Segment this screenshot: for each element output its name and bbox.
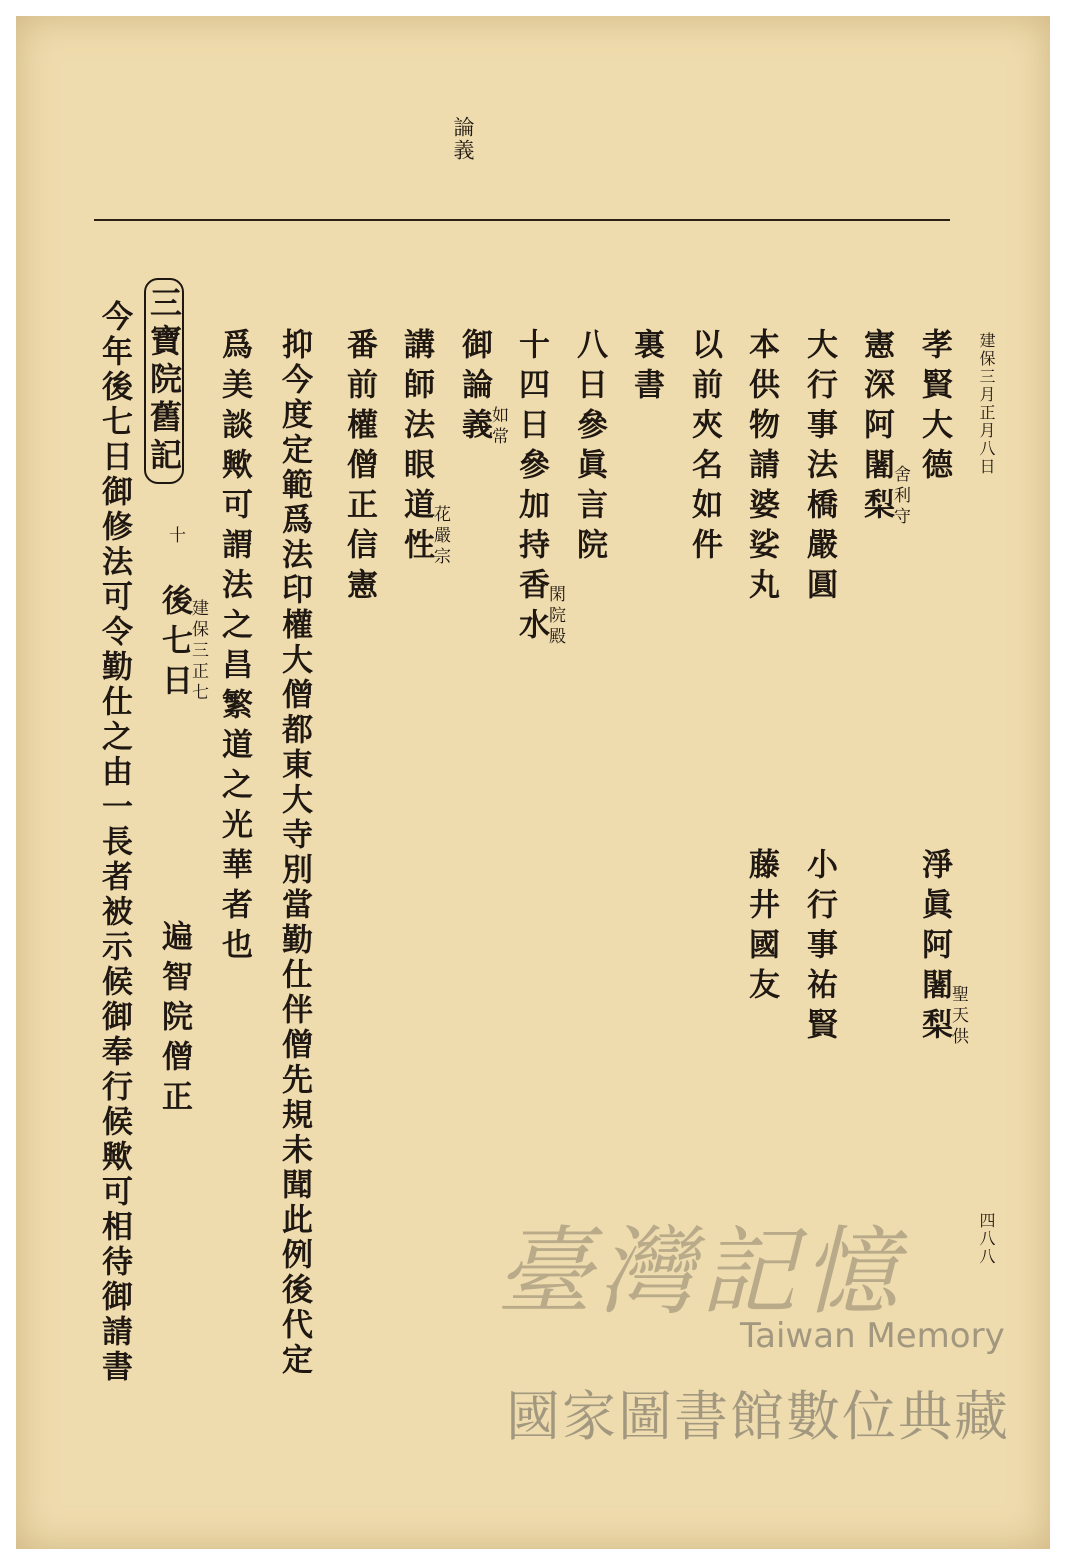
column-1-main: 孝賢大德 — [916, 328, 952, 488]
header-rule — [94, 219, 950, 221]
column-1-right-note: 聖天供 — [948, 985, 968, 1048]
column-15-main: 今年後七日御修法可令勤仕之由一長者被示候御奉行候歟可相待御請書 — [96, 300, 132, 1385]
column-9-note: 如常 — [488, 406, 508, 448]
column-12-main: 抑今度定範爲法印權大僧都東大寺別當勤仕伴僧先規未聞此例後代定 — [276, 328, 312, 1378]
watermark-english: Taiwan Memory — [740, 1316, 1005, 1356]
column-1-right-main: 淨眞阿闍梨 — [916, 848, 952, 1048]
column-2 — [860, 328, 908, 532]
column-5-main: 以前夾名如件 — [686, 328, 722, 568]
column-10-note: 花嚴宗 — [430, 505, 450, 568]
column-10-main: 講師法眼道性 — [398, 328, 434, 568]
column-8 — [515, 328, 563, 652]
column-14-main: 後七日 — [156, 584, 192, 704]
section-title: 論義 — [451, 116, 475, 162]
column-6-main: 裏書 — [628, 328, 664, 408]
column-8-note: 閑院殿 — [545, 585, 565, 648]
source-title: 三寶院舊記 — [144, 278, 184, 484]
page-number: 四八八 — [977, 1212, 996, 1266]
column-1-right — [918, 848, 966, 1052]
column-2-main: 憲深阿闍梨 — [858, 328, 894, 528]
document-page — [16, 16, 1050, 1549]
date-heading: 建保三月正月八日 — [977, 332, 996, 476]
column-8-main: 十四日參加持香水 — [513, 328, 549, 648]
column-10 — [400, 328, 448, 572]
watermark-chinese: 國家圖書館數位典藏 — [506, 1385, 1010, 1448]
column-4-main: 本供物請婆娑丸 — [743, 328, 779, 608]
column-3-right: 藤井國友 — [743, 848, 779, 1008]
watermark-logo: 臺灣記憶 — [496, 1216, 904, 1328]
column-9-main: 御論義 — [456, 328, 492, 448]
column-14 — [158, 584, 206, 708]
column-14-note-b: 建保三正七 — [188, 599, 208, 704]
signature: 遍智院僧正 — [156, 920, 192, 1120]
column-7-main: 八日參眞言院 — [571, 328, 607, 568]
column-14-note-a: 十 — [165, 526, 185, 547]
column-2-right: 小行事祐賢 — [801, 848, 837, 1048]
column-13-main: 爲美談歟可謂法之昌繁道之光華者也 — [216, 328, 252, 968]
column-11-main: 番前權僧正信憲 — [341, 328, 377, 608]
column-3-main: 大行事法橋嚴圓 — [801, 328, 837, 608]
column-9 — [458, 328, 506, 452]
column-2-note: 舍利守 — [890, 465, 910, 528]
